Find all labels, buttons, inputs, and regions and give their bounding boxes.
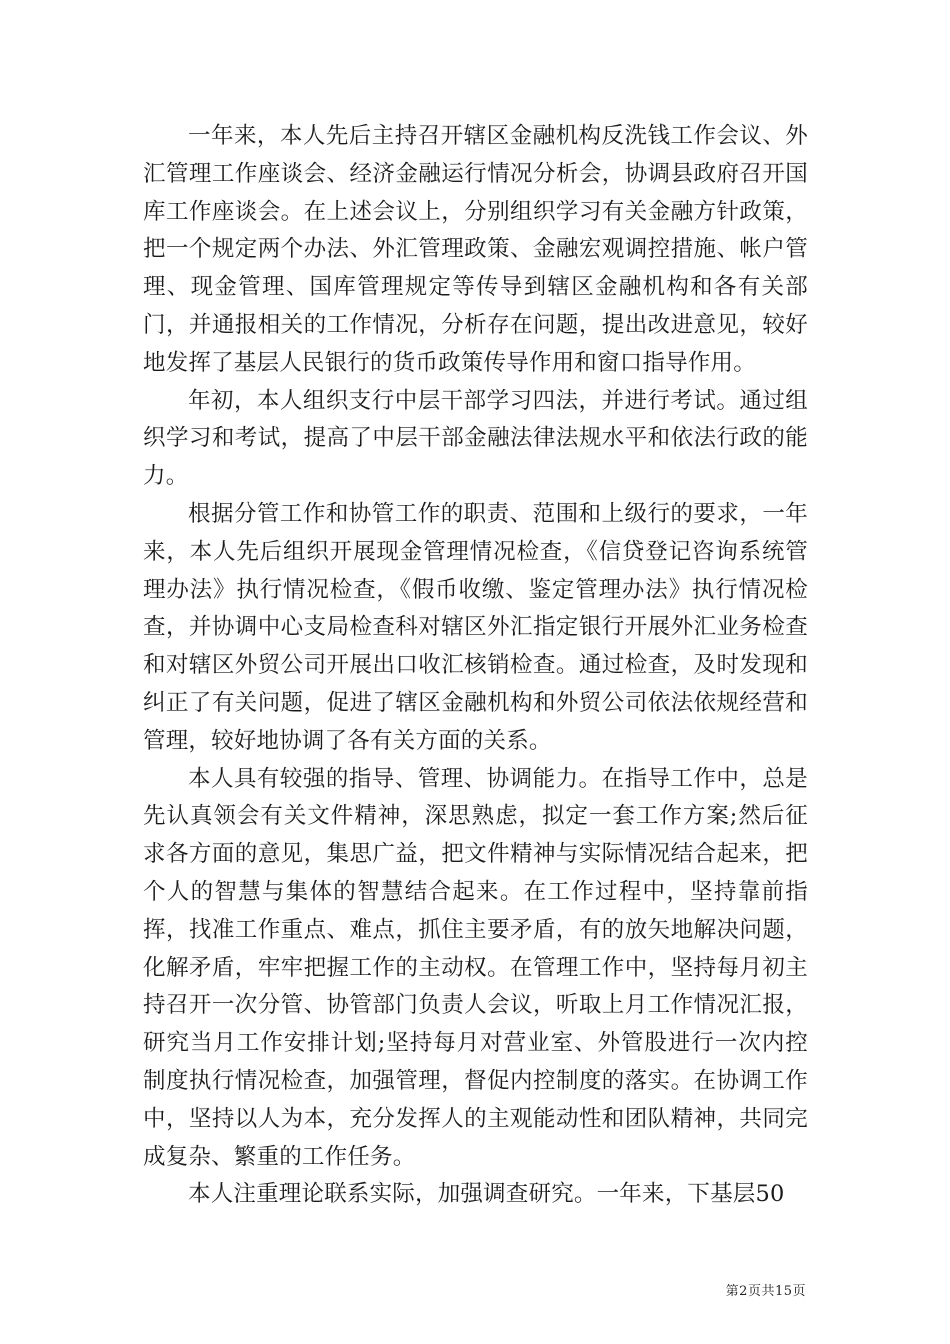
paragraph-research: 本人注重理论联系实际，加强调查研究。一年来，下基层50 bbox=[188, 1181, 785, 1208]
paragraph-abilities: 本人具有较强的指导、管理、协调能力。在指导工作中，总是先认真领会有关文件精神，深思熟虑，拟定一套工作方案;然后征求各方面的意见，集思广益，把文件精神与实际情况结合起来，把个人的智慧与集体的智慧结合起来。在工作过程中，坚持靠前指挥，找准工作重点、难点，抓住主要矛盾，有的放矢地解决问题，化解矛盾，牢牢把握工作的主动权。在管理工作中，坚持每月初主持召开一次分管、协管部门负责人会议，听取上月工作情况汇报，研究当月工作安排计划;坚持每月对营业室、外管股进行一次内控制度执行情况检查，加强管理，督促内控制度的落实。在协调工作中，坚持以人为本，充分发挥人的主观能动性和团队精神，共同完成复杂、繁重的工作任务。 bbox=[143, 765, 808, 1170]
document-body bbox=[143, 118, 808, 1214]
paragraph-inspections: 根据分管工作和协管工作的职责、范围和上级行的要求，一年来，本人先后组织开展现金管理情况检查，《信贷登记咨询系统管理办法》执行情况检查，《假币收缴、鉴定管理办法》执行情况检查，并协调中心支局检查科对辖区外汇指定银行开展外汇业务检查和对辖区外贸公司开展出口收汇核销检查。通过检查，及时发现和纠正了有关问题，促进了辖区金融机构和外贸公司依法依规经营和管理，较好地协调了各有关方面的关系。 bbox=[143, 500, 808, 754]
paragraph-meetings: 一年来，本人先后主持召开辖区金融机构反洗钱工作会议、外汇管理工作座谈会、经济金融运行情况分析会，协调县政府召开国库工作座谈会。在上述会议上，分别组织学习有关金融方针政策，把一个规定两个办法、外汇管理政策、金融宏观调控措施、帐户管理、现金管理、国库管理规定等传导到辖区金融机构和各有关部门，并通报相关的工作情况，分析存在问题，提出改进意见，较好地发挥了基层人民银行的货币政策传导作用和窗口指导作用。 bbox=[143, 123, 808, 376]
paragraph-study: 年初，本人组织支行中层干部学习四法，并进行考试。通过组织学习和考试，提高了中层干部金融法律法规水平和依法行政的能力。 bbox=[143, 387, 808, 490]
page-number-footer: 第2页共15页 bbox=[725, 1284, 806, 1299]
